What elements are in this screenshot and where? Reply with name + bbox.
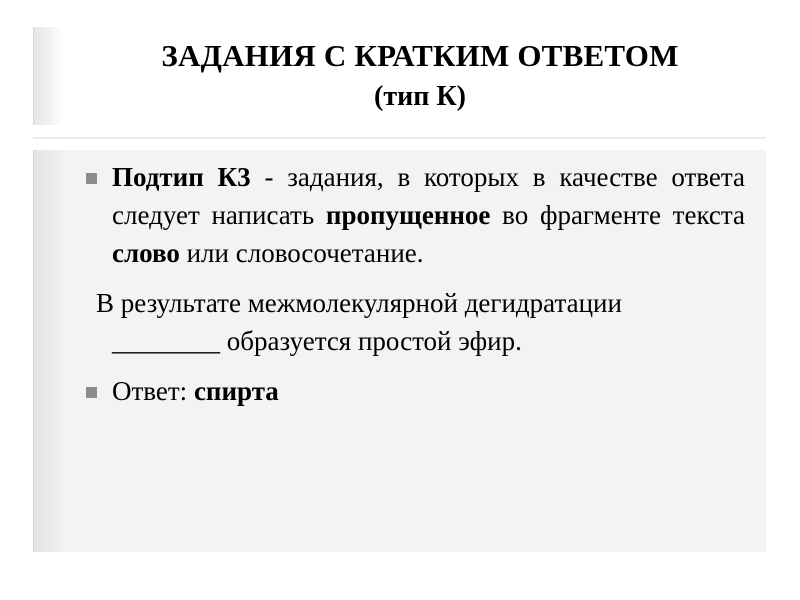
answer-label: Ответ: [112, 376, 194, 406]
square-bullet-icon [86, 387, 97, 398]
subtype-label: Подтип К3 [112, 162, 251, 192]
title-main: ЗАДАНИЯ С КРАТКИМ ОТВЕТОМ [161, 38, 679, 73]
slide-title [60, 40, 780, 111]
subtype-text-3: или словосочетание. [179, 238, 424, 268]
list-item-answer [80, 372, 745, 410]
subtype-text-2: во фрагменте текста [490, 200, 746, 230]
example-sentence: В результате межмолекулярной дегидратации ________ образуется простой эфир. [96, 288, 622, 356]
subtype-bold-2: слово [112, 238, 180, 268]
title-subtitle: (тип К) [374, 81, 466, 112]
answer-value: спирта [193, 376, 279, 406]
subtype-text-1: задания, в которых в качестве ответа следует написать [112, 162, 745, 230]
square-bullet-icon [86, 173, 97, 184]
content-body [80, 158, 745, 410]
subtype-bold-1: пропущенное [325, 200, 491, 230]
title-divider [33, 137, 766, 139]
title-accent-bar [33, 27, 62, 125]
list-item-subtype [80, 158, 745, 272]
subtype-dash: - [250, 162, 288, 192]
panel-accent-bar [33, 150, 62, 552]
